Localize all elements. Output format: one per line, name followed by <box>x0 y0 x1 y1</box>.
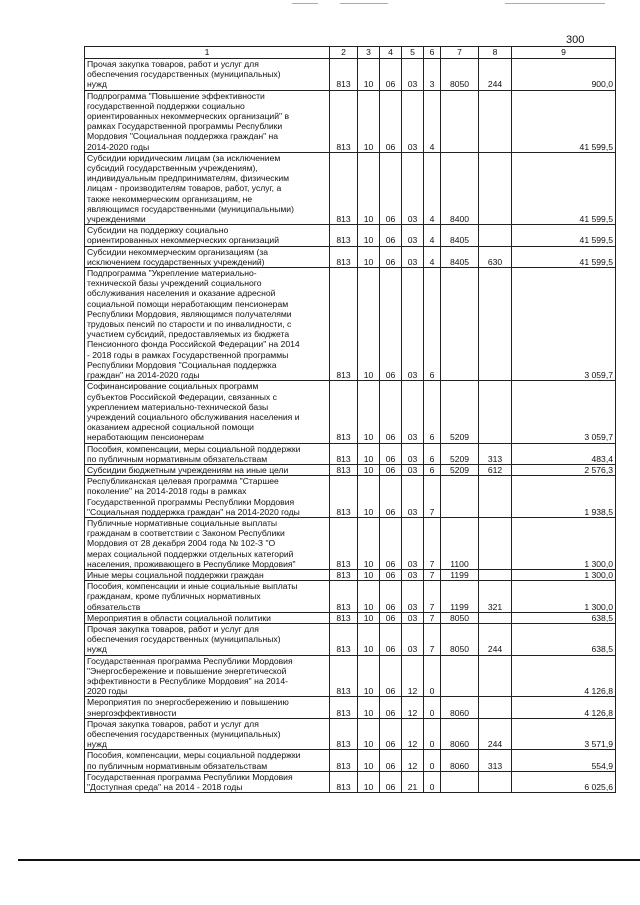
admin-code: 813 <box>330 569 358 580</box>
column-header: 1 <box>85 47 330 59</box>
column-header: 3 <box>358 47 380 59</box>
subprogram-code: 4 <box>424 152 441 224</box>
amount: 3 059,7 <box>512 268 616 381</box>
expense-type-code: 612 <box>479 464 512 475</box>
page-number: 300 <box>566 34 585 46</box>
row-description: Мероприятия по энергосбережению и повышению энергоэффективности <box>85 697 330 718</box>
admin-code: 813 <box>330 464 358 475</box>
admin-code: 813 <box>330 268 358 381</box>
section-code: 10 <box>358 612 380 623</box>
admin-code: 813 <box>330 517 358 569</box>
subprogram-code: 7 <box>424 581 441 613</box>
table-row <box>85 90 616 152</box>
item-code: 8405 <box>441 246 479 267</box>
table-row <box>85 59 616 91</box>
subprogram-code: 0 <box>424 718 441 750</box>
amount: 638,5 <box>512 612 616 623</box>
item-code: 8400 <box>441 152 479 224</box>
program-code: 03 <box>402 569 424 580</box>
amount: 483,4 <box>512 443 616 464</box>
row-description: Прочая закупка товаров, работ и услуг для обеспечения государственных (муниципальных) нужд <box>85 623 330 655</box>
item-code: 8405 <box>441 225 479 246</box>
section-code: 10 <box>358 623 380 655</box>
amount: 638,5 <box>512 623 616 655</box>
subsection-code: 06 <box>380 59 402 91</box>
table-row <box>85 655 616 697</box>
subsection-code: 06 <box>380 517 402 569</box>
subprogram-code: 0 <box>424 697 441 718</box>
table-row <box>85 476 616 518</box>
expense-type-code <box>479 655 512 697</box>
amount: 41 599,5 <box>512 246 616 267</box>
row-description: Субсидии на поддержку социально ориентированных некоммерческих организаций <box>85 225 330 246</box>
subprogram-code: 7 <box>424 612 441 623</box>
expense-type-code <box>479 476 512 518</box>
row-description: Субсидии бюджетным учреждениям на иные цели <box>85 464 330 475</box>
program-code: 03 <box>402 59 424 91</box>
section-code: 10 <box>358 246 380 267</box>
row-description: Прочая закупка товаров, работ и услуг для обеспечения государственных (муниципальных) нужд <box>85 718 330 750</box>
column-header: 7 <box>441 47 479 59</box>
row-description: Софинансирование социальных программ субъектов Российской Федерации, связанных с укреплением материально-технической базы учреждений социального обслуживания населения и оказанием адресной социальной помощи неработающим пенсионерам <box>85 381 330 443</box>
subsection-code: 06 <box>380 152 402 224</box>
item-code: 5209 <box>441 464 479 475</box>
subsection-code: 06 <box>380 464 402 475</box>
section-code: 10 <box>358 581 380 613</box>
subprogram-code: 7 <box>424 623 441 655</box>
scan-edge-mark <box>505 3 605 4</box>
row-description: Пособия, компенсации и иные социальные выплаты гражданам, кроме публичных нормативных обязательств <box>85 581 330 613</box>
subsection-code: 06 <box>380 612 402 623</box>
subsection-code: 06 <box>380 623 402 655</box>
row-description: Субсидии некоммерческим организациям (за исключением государственных учреждений) <box>85 246 330 267</box>
amount: 4 126,8 <box>512 655 616 697</box>
admin-code: 813 <box>330 697 358 718</box>
row-description: Публичные нормативные социальные выплаты гражданам в соответствии с Законом Республики Мордовия от 28 декабря 2004 года № 102-З "О мерах социальной поддержки отдельных категорий населения, проживающего в Республике Мордовия" <box>85 517 330 569</box>
admin-code: 813 <box>330 718 358 750</box>
section-code: 10 <box>358 771 380 792</box>
amount: 3 059,7 <box>512 381 616 443</box>
item-code: 8060 <box>441 750 479 771</box>
section-code: 10 <box>358 476 380 518</box>
amount: 41 599,5 <box>512 90 616 152</box>
program-code: 03 <box>402 623 424 655</box>
expense-type-code <box>479 225 512 246</box>
program-code: 03 <box>402 464 424 475</box>
section-code: 10 <box>358 443 380 464</box>
item-code: 8060 <box>441 718 479 750</box>
subsection-code: 06 <box>380 443 402 464</box>
section-code: 10 <box>358 750 380 771</box>
amount: 1 938,5 <box>512 476 616 518</box>
row-description: Государственная программа Республики Мордовия "Доступная среда" на 2014 - 2018 годы <box>85 771 330 792</box>
expense-type-code: 244 <box>479 623 512 655</box>
program-code: 12 <box>402 697 424 718</box>
subprogram-code: 7 <box>424 517 441 569</box>
section-code: 10 <box>358 569 380 580</box>
column-header: 5 <box>402 47 424 59</box>
section-code: 10 <box>358 464 380 475</box>
program-code: 03 <box>402 476 424 518</box>
subsection-code: 06 <box>380 268 402 381</box>
admin-code: 813 <box>330 476 358 518</box>
subsection-code: 06 <box>380 655 402 697</box>
section-code: 10 <box>358 655 380 697</box>
section-code: 10 <box>358 225 380 246</box>
amount: 6 025,6 <box>512 771 616 792</box>
item-code <box>441 771 479 792</box>
table-row <box>85 718 616 750</box>
program-code: 03 <box>402 246 424 267</box>
amount: 1 300,0 <box>512 569 616 580</box>
amount: 1 300,0 <box>512 517 616 569</box>
subprogram-code: 3 <box>424 59 441 91</box>
admin-code: 813 <box>330 750 358 771</box>
subprogram-code: 6 <box>424 381 441 443</box>
expense-type-code <box>479 569 512 580</box>
program-code: 03 <box>402 268 424 381</box>
admin-code: 813 <box>330 443 358 464</box>
row-description: Подпрограмма "Повышение эффективности государственной поддержки социально ориентированных некоммерческих организаций" в рамках Государственной программы Республики Мордовия "Социальная поддержка граждан" на 2014-2020 годы <box>85 90 330 152</box>
column-header: 4 <box>380 47 402 59</box>
item-code <box>441 268 479 381</box>
subsection-code: 06 <box>380 381 402 443</box>
subsection-code: 06 <box>380 697 402 718</box>
table-row <box>85 443 616 464</box>
program-code: 03 <box>402 381 424 443</box>
table-row <box>85 268 616 381</box>
table-row <box>85 517 616 569</box>
item-code: 1100 <box>441 517 479 569</box>
table-row <box>85 464 616 475</box>
scan-edge-mark <box>340 3 388 4</box>
amount: 3 571,9 <box>512 718 616 750</box>
row-description: Государственная программа Республики Мордовия "Энергосбережение и повышение энергетической эффективности в Республике Мордовия" на 2014- 2020 годы <box>85 655 330 697</box>
program-code: 03 <box>402 152 424 224</box>
item-code: 5209 <box>441 443 479 464</box>
program-code: 03 <box>402 225 424 246</box>
item-code <box>441 90 479 152</box>
subprogram-code: 7 <box>424 569 441 580</box>
table-row <box>85 612 616 623</box>
item-code: 1199 <box>441 569 479 580</box>
subprogram-code: 7 <box>424 476 441 518</box>
program-code: 12 <box>402 655 424 697</box>
subsection-code: 06 <box>380 771 402 792</box>
amount: 900,0 <box>512 59 616 91</box>
expense-type-code <box>479 381 512 443</box>
subprogram-code: 4 <box>424 225 441 246</box>
item-code: 8060 <box>441 697 479 718</box>
page-bottom-rule <box>18 859 640 861</box>
admin-code: 813 <box>330 90 358 152</box>
expense-type-code <box>479 612 512 623</box>
section-code: 10 <box>358 152 380 224</box>
subsection-code: 06 <box>380 225 402 246</box>
row-description: Подпрограмма "Укрепление материально- технической базы учреждений социального обслуживания населения и оказание адресной социальной помощи неработающим пенсионерам Республики Мордовия, являющимся получателями трудовых пенсий по старости и по инвалидности, с участием субсидий, предоставляемых из бюджета Пенсионного фонда Российской Федерации" на 2014 - 2018 годы в рамках Государственной программы Республики Мордовия "Социальная поддержка граждан" на 2014-2020 годы <box>85 268 330 381</box>
expense-type-code <box>479 517 512 569</box>
amount: 1 300,0 <box>512 581 616 613</box>
expense-type-code <box>479 771 512 792</box>
row-description: Республиканская целевая программа "Старшее поколение" на 2014-2018 годы в рамках Государственной программы Республики Мордовия "Социальная поддержка граждан" на 2014-2020 годы <box>85 476 330 518</box>
program-code: 12 <box>402 750 424 771</box>
admin-code: 813 <box>330 771 358 792</box>
item-code: 8050 <box>441 612 479 623</box>
amount: 554,9 <box>512 750 616 771</box>
subprogram-code: 0 <box>424 750 441 771</box>
subprogram-code: 4 <box>424 90 441 152</box>
subsection-code: 06 <box>380 718 402 750</box>
table-row <box>85 581 616 613</box>
subsection-code: 06 <box>380 581 402 613</box>
budget-table <box>84 46 616 793</box>
subprogram-code: 0 <box>424 771 441 792</box>
subsection-code: 06 <box>380 90 402 152</box>
section-code: 10 <box>358 59 380 91</box>
scan-edge-mark <box>292 3 318 4</box>
admin-code: 813 <box>330 581 358 613</box>
expense-type-code <box>479 268 512 381</box>
program-code: 03 <box>402 612 424 623</box>
subprogram-code: 6 <box>424 443 441 464</box>
program-code: 12 <box>402 718 424 750</box>
item-code: 8050 <box>441 59 479 91</box>
expense-type-code: 321 <box>479 581 512 613</box>
section-code: 10 <box>358 381 380 443</box>
column-header: 9 <box>512 47 616 59</box>
amount: 2 576,3 <box>512 464 616 475</box>
admin-code: 813 <box>330 225 358 246</box>
table-row <box>85 750 616 771</box>
expense-type-code <box>479 152 512 224</box>
table-row <box>85 697 616 718</box>
program-code: 03 <box>402 443 424 464</box>
expense-type-code: 244 <box>479 59 512 91</box>
subprogram-code: 4 <box>424 246 441 267</box>
item-code: 8050 <box>441 623 479 655</box>
program-code: 03 <box>402 517 424 569</box>
admin-code: 813 <box>330 59 358 91</box>
row-description: Пособия, компенсации, меры социальной поддержки по публичным нормативным обязательствам <box>85 750 330 771</box>
subsection-code: 06 <box>380 750 402 771</box>
amount: 4 126,8 <box>512 697 616 718</box>
item-code: 5209 <box>441 381 479 443</box>
row-description: Прочая закупка товаров, работ и услуг для обеспечения государственных (муниципальных) нужд <box>85 59 330 91</box>
expense-type-code <box>479 90 512 152</box>
admin-code: 813 <box>330 612 358 623</box>
table-row <box>85 381 616 443</box>
column-header: 8 <box>479 47 512 59</box>
subsection-code: 06 <box>380 476 402 518</box>
program-code: 03 <box>402 90 424 152</box>
expense-type-code: 313 <box>479 443 512 464</box>
column-header: 6 <box>424 47 441 59</box>
subsection-code: 06 <box>380 246 402 267</box>
item-code <box>441 476 479 518</box>
row-description: Иные меры социальной поддержки граждан <box>85 569 330 580</box>
section-code: 10 <box>358 517 380 569</box>
section-code: 10 <box>358 718 380 750</box>
admin-code: 813 <box>330 246 358 267</box>
section-code: 10 <box>358 90 380 152</box>
admin-code: 813 <box>330 152 358 224</box>
expense-type-code <box>479 697 512 718</box>
row-description: Субсидии юридическим лицам (за исключением субсидий государственным учреждениям), индивидуальным предпринимателям, физическим лицам - производителям товаров, работ, услуг, а также некоммерческим организациям, не являющимся государственными (муниципальными) учреждениями <box>85 152 330 224</box>
section-code: 10 <box>358 268 380 381</box>
subsection-code: 06 <box>380 569 402 580</box>
row-description: Мероприятия в области социальной политики <box>85 612 330 623</box>
table-row <box>85 152 616 224</box>
admin-code: 813 <box>330 655 358 697</box>
subprogram-code: 0 <box>424 655 441 697</box>
item-code: 1199 <box>441 581 479 613</box>
program-code: 21 <box>402 771 424 792</box>
admin-code: 813 <box>330 381 358 443</box>
subprogram-code: 6 <box>424 464 441 475</box>
table-row <box>85 771 616 792</box>
row-description: Пособия, компенсации, меры социальной поддержки по публичным нормативным обязательствам <box>85 443 330 464</box>
amount: 41 599,5 <box>512 225 616 246</box>
admin-code: 813 <box>330 623 358 655</box>
table-row <box>85 569 616 580</box>
column-header: 2 <box>330 47 358 59</box>
subprogram-code: 6 <box>424 268 441 381</box>
table-header-row <box>85 47 616 59</box>
table-row <box>85 623 616 655</box>
program-code: 03 <box>402 581 424 613</box>
expense-type-code: 244 <box>479 718 512 750</box>
table-row <box>85 246 616 267</box>
expense-type-code: 313 <box>479 750 512 771</box>
section-code: 10 <box>358 697 380 718</box>
expense-type-code: 630 <box>479 246 512 267</box>
table-row <box>85 225 616 246</box>
amount: 41 599,5 <box>512 152 616 224</box>
item-code <box>441 655 479 697</box>
